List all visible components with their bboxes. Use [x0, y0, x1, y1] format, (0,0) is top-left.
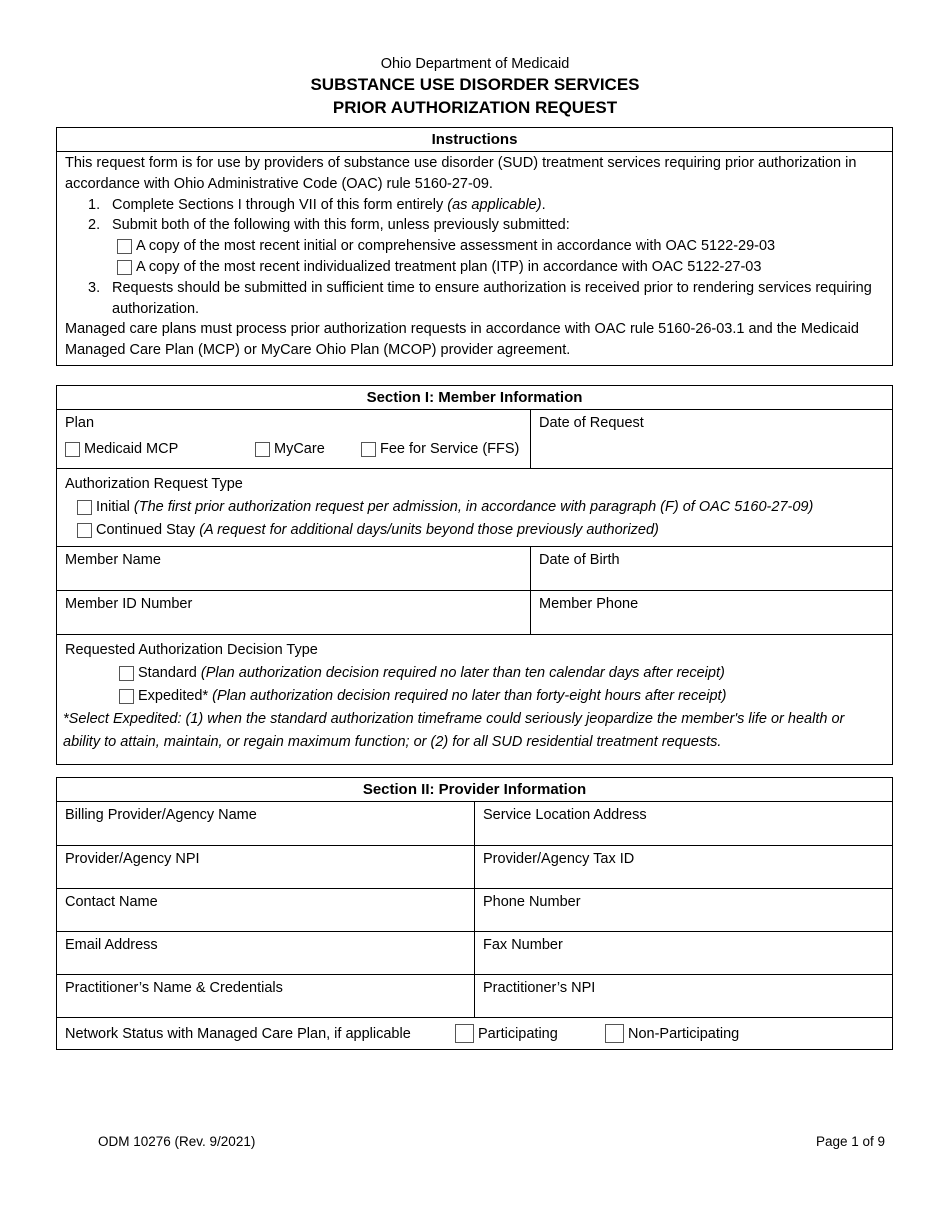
service-location-field[interactable] [475, 802, 892, 845]
continued-stay-note: (A request for additional days/units beyond those previously authorized) [199, 522, 659, 538]
date-of-birth-label: Date of Birth [539, 552, 620, 568]
provider-tax-id-label: Provider/Agency Tax ID [483, 851, 635, 867]
instructions-heading: Instructions [57, 128, 892, 152]
instructions-intro: This request form is for use by providers of substance use disorder (SUD) treatment services requiring prior authorization in accordance with Ohio Administrative Code (OAC) rule 5160-27-09. [65, 155, 857, 192]
service-location-label: Service Location Address [483, 807, 647, 823]
initial-note: (The first prior authorization request per admission, in accordance with paragraph (F) of OAC 5160-27-09) [133, 499, 814, 515]
contact-name-label: Contact Name [65, 894, 158, 910]
practitioner-name-label: Practitioner’s Name & Credentials [65, 980, 283, 996]
standard-label: Standard [138, 665, 201, 681]
date-of-request-label: Date of Request [539, 415, 644, 431]
participating-checkbox[interactable] [455, 1024, 474, 1043]
plan-ffs-checkbox[interactable] [361, 442, 376, 457]
itp-checkbox-label: A copy of the most recent individualized treatment plan (ITP) in accordance with OAC 5122-27-03 [136, 258, 762, 275]
participating-label: Participating [478, 1025, 558, 1042]
plan-mycare-label: MyCare [274, 441, 325, 457]
instruction-item-3-number: 3. [88, 279, 101, 296]
provider-tax-id-field[interactable] [475, 846, 892, 888]
expedited-footnote: *Select Expedited: (1) when the standard authorization timeframe could seriously jeopardize the member's life or health or ability to attain, maintain, or regain maximum function; or (2) for all SUD residential treatment requests. [63, 711, 845, 750]
section1-member-info [56, 385, 893, 765]
assessment-checkbox[interactable] [117, 239, 132, 254]
billing-provider-label: Billing Provider/Agency Name [65, 807, 257, 823]
initial-option-row [65, 496, 884, 519]
member-phone-label: Member Phone [539, 596, 639, 612]
standard-checkbox[interactable] [119, 666, 134, 681]
email-address-label: Email Address [65, 937, 158, 953]
initial-checkbox[interactable] [77, 500, 92, 515]
plan-ffs-label: Fee for Service (FFS) [380, 441, 520, 457]
member-name-label: Member Name [65, 552, 161, 568]
expedited-option-row [65, 685, 884, 708]
phone-number-label: Phone Number [483, 894, 581, 910]
non-participating-checkbox[interactable] [605, 1024, 624, 1043]
practitioner-npi-label: Practitioner’s NPI [483, 980, 596, 996]
plan-label: Plan [65, 415, 95, 431]
contact-name-field[interactable] [57, 889, 475, 931]
assessment-checkbox-row [65, 236, 884, 257]
email-address-field[interactable] [57, 932, 475, 974]
practitioner-npi-field[interactable] [475, 975, 892, 1017]
instruction-item-2 [65, 215, 884, 236]
form-number: ODM 10276 (Rev. 9/2021) [98, 1134, 256, 1149]
section2-heading: Section II: Provider Information [57, 778, 892, 802]
form-title-line1: SUBSTANCE USE DISORDER SERVICES [310, 75, 640, 94]
continued-stay-option-row [65, 519, 884, 542]
plan-mycare-checkbox[interactable] [255, 442, 270, 457]
initial-label: Initial [96, 499, 134, 515]
member-name-field[interactable] [57, 547, 531, 590]
standard-note: (Plan authorization decision required no later than ten calendar days after receipt) [200, 665, 725, 681]
instruction-item-1-italic: (as applicable) [447, 196, 542, 213]
page-number: Page 1 of 9 [815, 1134, 885, 1149]
standard-option-row [65, 662, 884, 685]
instruction-item-1-text: Complete Sections I through VII of this form entirely [112, 196, 448, 213]
form-header [0, 55, 950, 119]
auth-type-label: Authorization Request Type [65, 476, 243, 492]
expedited-note: (Plan authorization decision required no later than forty-eight hours after receipt) [212, 688, 727, 704]
instructions-closing: Managed care plans must process prior authorization requests in accordance with OAC rule 5160-26-03.1 and the Medicaid Managed Care Plan (MCP) or MyCare Ohio Plan (MCOP) provider agreement. [65, 321, 859, 359]
practitioner-name-field[interactable] [57, 975, 475, 1017]
instruction-item-1-end: . [541, 196, 546, 213]
plan-medicaid-mcp-checkbox[interactable] [65, 442, 80, 457]
continued-stay-checkbox[interactable] [77, 523, 92, 538]
instructions-box [56, 127, 893, 366]
itp-checkbox[interactable] [117, 260, 132, 275]
instruction-item-3 [65, 278, 884, 320]
member-id-label: Member ID Number [65, 596, 193, 612]
instruction-item-1 [65, 195, 884, 216]
non-participating-label: Non-Participating [628, 1025, 740, 1042]
fax-number-label: Fax Number [483, 937, 563, 953]
assessment-checkbox-label: A copy of the most recent initial or comprehensive assessment in accordance with OAC 5122-29-03 [136, 238, 776, 255]
date-of-request-field[interactable] [531, 410, 892, 468]
member-id-field[interactable] [57, 591, 531, 634]
decision-type-label: Requested Authorization Decision Type [65, 642, 318, 658]
member-phone-field[interactable] [531, 591, 892, 634]
provider-npi-label: Provider/Agency NPI [65, 851, 200, 867]
continued-stay-label: Continued Stay [96, 522, 200, 538]
expedited-checkbox[interactable] [119, 689, 134, 704]
instruction-item-1-number: 1. [88, 196, 101, 213]
instruction-item-3-text: Requests should be submitted in sufficient time to ensure authorization is received prior to rendering services requiring authorization. [112, 279, 872, 317]
instruction-item-2-number: 2. [88, 217, 101, 234]
expedited-label: Expedited* [138, 688, 213, 704]
itp-checkbox-row [65, 257, 884, 278]
date-of-birth-field[interactable] [531, 547, 892, 590]
phone-number-field[interactable] [475, 889, 892, 931]
department-name: Ohio Department of Medicaid [380, 56, 570, 72]
network-status-label: Network Status with Managed Care Plan, if applicable [65, 1025, 411, 1042]
billing-provider-field[interactable] [57, 802, 475, 845]
form-title-line2: PRIOR AUTHORIZATION REQUEST [332, 98, 618, 117]
section2-provider-info [56, 777, 893, 1050]
instruction-item-2-text: Submit both of the following with this form, unless previously submitted: [112, 217, 570, 234]
section1-heading: Section I: Member Information [57, 386, 892, 410]
plan-medicaid-mcp-label: Medicaid MCP [84, 441, 179, 457]
fax-number-field[interactable] [475, 932, 892, 974]
provider-npi-field[interactable] [57, 846, 475, 888]
